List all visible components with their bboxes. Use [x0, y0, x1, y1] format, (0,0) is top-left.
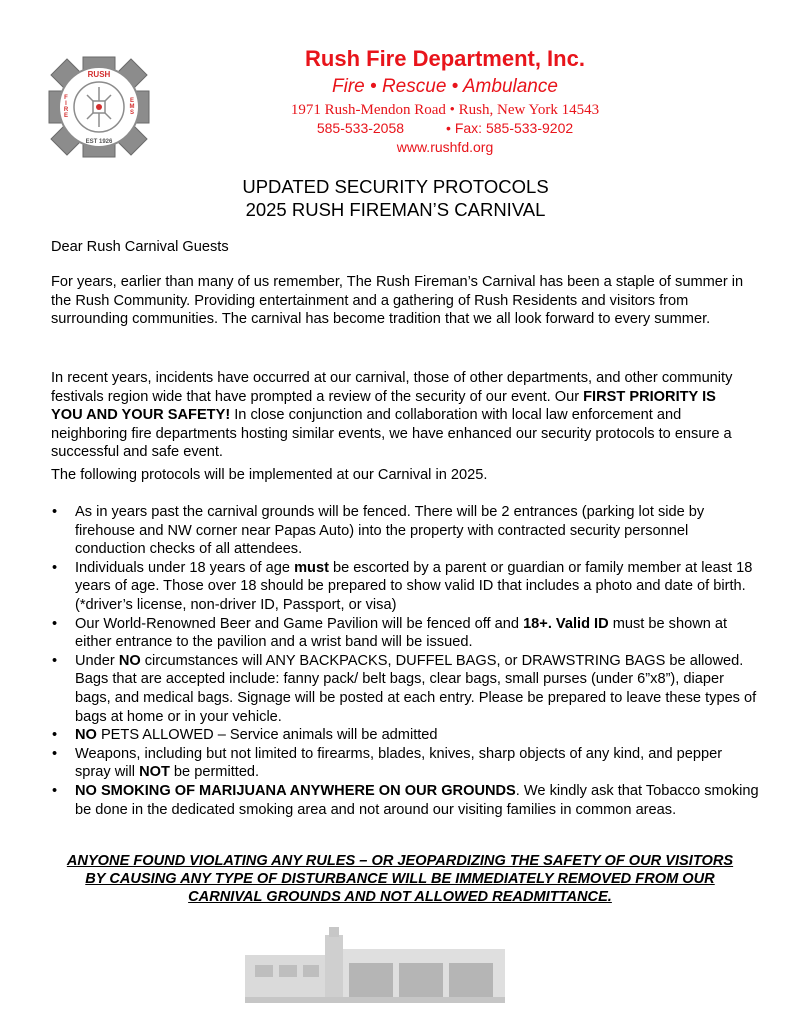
- list-item: • NO PETS ALLOWED – Service animals will be admitted: [52, 727, 438, 744]
- warning-notice: ANYONE FOUND VIOLATING ANY RULES – OR JEOPARDIZING THE SAFETY OF OUR VISITORS BY CAUSING ANY TYPE OF DISTURBANCE WILL BE IMMEDIATELY REMOVED FROM OUR CARNIVAL GROUNDS AND NOT ALLOWED READMITTANCE.: [66, 853, 734, 905]
- logo-bottom-text: EST 1926: [85, 139, 113, 145]
- org-name: Rush Fire Department, Inc.: [305, 46, 585, 71]
- emphasis: must: [294, 559, 329, 576]
- list-item: • Our World-Renowned Beer and Game Pavilion will be fenced off and 18+. Valid ID must be shown at either entrance to the pavilion and a wrist band will be issued.: [52, 615, 728, 651]
- intro-paragraph: For years, earlier than many of us remember, The Rush Fireman’s Carnival has been a staple of summer in the Rush Community. Providing entertainment and a gathering of Rush Residents and visitors from surrounding communities. The carnival has become tradition that we all look forward to every summer.: [51, 274, 744, 328]
- text: PETS ALLOWED – Service animals will be admitted: [96, 727, 438, 744]
- logo-left-text: F I R E: [63, 95, 69, 119]
- fire-department-logo: [47, 55, 151, 159]
- firehouse-illustration: [245, 925, 505, 1003]
- list-item: • As in years past the carnival grounds will be fenced. There will be 2 entrances (parking lot side by firehouse and NW corner near Papas Auto) into the property with contracted security personnel conduction checks of all attendees.: [52, 504, 705, 558]
- logo-right-text: E M S: [129, 98, 135, 116]
- protocols-intro: The following protocols will be implemented at our Carnival in 2025.: [51, 467, 488, 483]
- text: Weapons, including but not limited to firearms, blades, knives, sharp objects of any kind, and pepper spray will: [75, 745, 723, 781]
- fax-number: • Fax: 585-533-9202: [446, 120, 574, 136]
- document-title: UPDATED SECURITY PROTOCOLS: [242, 176, 549, 197]
- text: must be shown at either entrance to the pavilion and a wrist band will be issued.: [75, 615, 728, 651]
- protocol-list: [51, 503, 761, 819]
- list-item: • Individuals under 18 years of age must be escorted by a parent or guardian or family member at least 18 years of age. Those over 18 should be prepared to show valid ID that includes a photo and date of birth. (*driver’s license, non-driver ID, Passport, or visa): [52, 559, 753, 613]
- text: Under: [75, 652, 119, 669]
- phone-number: 585-533-2058: [316, 120, 405, 136]
- text: In recent years, incidents have occurred at our carnival, those of other departments, and other community festivals region wide that have prompted a review of the security of our event. Our: [51, 370, 733, 405]
- text: Individuals under 18 years of age: [75, 559, 295, 576]
- logo-top-text: RUSH: [87, 70, 111, 79]
- emphasis: NOT: [139, 764, 170, 781]
- text: be escorted by a parent or guardian or family member at least 18 years of age. Those over 18 should be prepared to show valid ID that includes a photo and date of birth. (*driver’s license, non-driver ID, Passport, or visa): [75, 559, 753, 613]
- list-item: • Weapons, including but not limited to firearms, blades, knives, sharp objects of any kind, and pepper spray will NOT be permitted.: [52, 745, 723, 781]
- emphasis: NO: [118, 652, 141, 669]
- org-contact: [220, 120, 670, 137]
- org-address: 1971 Rush-Mendon Road • Rush, New York 14543: [290, 102, 600, 118]
- org-tagline: Fire • Rescue • Ambulance: [332, 76, 558, 97]
- text: In close conjunction and collaboration with local law enforcement and neighboring fire departments hosting similar events, we have enhanced our security protocols to ensure a successful and safe event.: [51, 407, 732, 461]
- document-subtitle: 2025 RUSH FIREMAN’S CARNIVAL: [245, 199, 546, 220]
- emphasis: NO: [75, 727, 97, 744]
- emphasis: 18+. Valid ID: [523, 615, 609, 632]
- text: be permitted.: [169, 764, 260, 781]
- greeting: Dear Rush Carnival Guests: [51, 239, 229, 255]
- emphasis: NO SMOKING OF MARIJUANA ANYWHERE ON OUR GROUNDS: [75, 782, 516, 799]
- safety-paragraph: [51, 369, 751, 462]
- text: . We kindly ask that Tobacco smoking be done in the dedicated smoking area and not around our visiting families in common areas.: [75, 782, 759, 818]
- list-item: • NO SMOKING OF MARIJUANA ANYWHERE ON OUR GROUNDS. We kindly ask that Tobacco smoking be done in the dedicated smoking area and not around our visiting families in common areas.: [52, 782, 759, 818]
- text: circumstances will ANY BACKPACKS, DUFFEL BAGS, or DRAWSTRING BAGS be allowed. Bags that are accepted include: fanny pack/ belt bags, clear bags, small purses (under 6”x8”), diaper bags, and medical bags. Signage will be posted at each entry. Please be prepared to leave these types of bags at home or in your vehicle.: [75, 652, 757, 725]
- list-item: • Under NO circumstances will ANY BACKPACKS, DUFFEL BAGS, or DRAWSTRING BAGS be allowed. Bags that are accepted include: fanny pack/ belt bags, clear bags, small purses (under 6”x8”), diaper bags, and medical bags. Signage will be posted at each entry. Please be prepared to leave these types of bags at home or in your vehicle.: [52, 652, 757, 725]
- emphasis: FIRST PRIORITY IS YOU AND YOUR SAFETY!: [51, 388, 716, 424]
- text: Our World-Renowned Beer and Game Pavilion will be fenced off and: [75, 615, 524, 632]
- text: As in years past the carnival grounds will be fenced. There will be 2 entrances (parking lot side by firehouse and NW corner near Papas Auto) into the property with contracted security personnel conduction checks of all attendees.: [75, 504, 705, 558]
- website-link[interactable]: www.rushfd.org: [396, 139, 494, 155]
